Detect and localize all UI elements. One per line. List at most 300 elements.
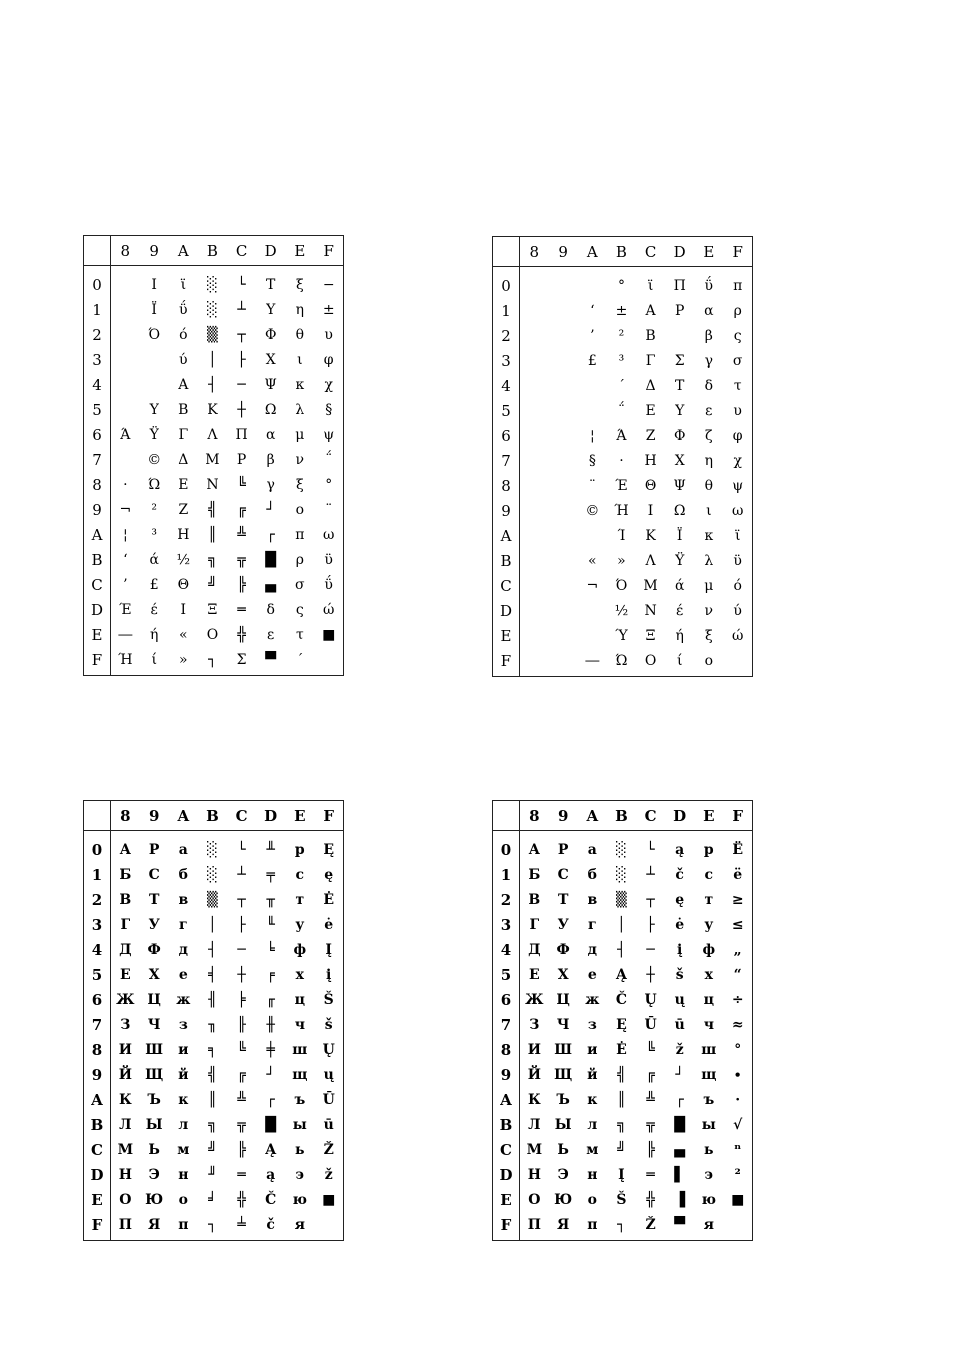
character-cell: р — [294, 841, 305, 858]
character-cell: Υ — [266, 301, 276, 318]
character-cell: Д — [528, 941, 541, 958]
character-cell — [549, 448, 578, 473]
row-header: C — [493, 1137, 520, 1162]
character-cell: ш — [701, 1041, 717, 1058]
character-cell: ϋ — [733, 552, 742, 569]
column-header: E — [285, 801, 314, 831]
character-cell: κ — [295, 376, 305, 393]
row-header: F — [493, 648, 520, 677]
table-row — [84, 1112, 344, 1137]
row-header: 5 — [84, 397, 111, 422]
character-cell: ž — [324, 1166, 333, 1183]
row-header: E — [84, 622, 111, 647]
character-cell: ξ — [295, 276, 304, 293]
character-cell: ³ — [151, 526, 157, 543]
table-row — [493, 862, 753, 887]
table-row — [84, 1137, 344, 1162]
column-header: D — [665, 801, 694, 831]
character-cell: а — [587, 841, 597, 858]
table-row — [493, 648, 753, 677]
character-cell: К — [527, 1091, 541, 1108]
column-header: A — [578, 801, 607, 831]
row-header: B — [493, 1112, 520, 1137]
character-cell — [520, 298, 549, 323]
character-cell: Ę — [323, 841, 335, 858]
character-cell: л — [178, 1116, 189, 1133]
character-cell: ▒ — [616, 891, 627, 908]
table-corner-cell — [84, 236, 111, 266]
table-row — [493, 398, 753, 423]
character-cell: Ž — [645, 1216, 656, 1233]
character-cell: ώ — [731, 627, 744, 644]
character-cell: Ą — [616, 966, 627, 983]
character-cell: ╗ — [208, 1116, 217, 1133]
character-cell: П — [118, 1216, 132, 1233]
character-cell: ╥ — [266, 891, 275, 908]
row-header: 2 — [493, 323, 520, 348]
character-cell — [111, 266, 140, 298]
character-cell: с — [295, 866, 305, 883]
row-header: F — [84, 1212, 111, 1241]
character-cell: Ц — [556, 991, 570, 1008]
character-cell: “ — [733, 966, 742, 983]
character-cell: ╬ — [646, 1191, 655, 1208]
character-cell: ╔ — [237, 501, 246, 518]
table-row — [493, 1162, 753, 1187]
character-cell: ώ — [322, 601, 335, 618]
row-header: C — [84, 572, 111, 597]
character-cell: π — [733, 277, 743, 294]
column-header: C — [227, 236, 256, 266]
character-cell: · — [735, 1091, 741, 1108]
row-header: F — [84, 647, 111, 676]
character-cell: υ — [324, 326, 333, 343]
character-cell: Ο — [206, 626, 219, 643]
character-cell: ь — [295, 1141, 305, 1158]
character-cell: Л — [119, 1116, 132, 1133]
character-cell: ├ — [237, 351, 246, 368]
character-cell: ° — [734, 1041, 742, 1058]
code-table-top-left — [83, 235, 344, 676]
character-cell: α — [265, 426, 276, 443]
character-cell: » — [617, 552, 626, 569]
character-cell: ▀ — [674, 1216, 686, 1233]
row-header: 7 — [493, 448, 520, 473]
character-cell: ┌ — [266, 526, 275, 543]
character-cell: © — [585, 502, 600, 519]
character-cell: © — [147, 451, 162, 468]
character-cell: ║ — [208, 1091, 217, 1108]
row-header: A — [493, 1087, 520, 1112]
character-cell: ╟ — [237, 1016, 246, 1033]
character-cell: θ — [704, 477, 714, 494]
column-header: E — [694, 801, 723, 831]
character-cell: Ψ — [673, 477, 686, 494]
table-row — [84, 887, 344, 912]
character-cell: Β — [645, 327, 656, 344]
character-cell: ╩ — [237, 1091, 246, 1108]
table-row — [84, 1062, 344, 1087]
character-cell: ╞ — [237, 991, 246, 1008]
row-header: 8 — [493, 473, 520, 498]
table-row — [493, 937, 753, 962]
character-cell: Ų — [322, 1041, 335, 1058]
character-cell: ν — [295, 451, 305, 468]
code-table-top-right — [492, 236, 753, 677]
character-cell: А — [528, 841, 541, 858]
character-cell — [111, 397, 140, 422]
character-cell: ϊ — [734, 527, 741, 544]
character-cell: Н — [118, 1166, 132, 1183]
character-cell: ─ — [237, 376, 246, 393]
character-cell: Κ — [207, 401, 218, 418]
character-cell: О — [528, 1191, 541, 1208]
character-cell: В — [528, 891, 541, 908]
character-cell: ╣ — [208, 1066, 217, 1083]
character-cell: Б — [528, 866, 541, 883]
row-header: 6 — [84, 422, 111, 447]
table-row — [84, 962, 344, 987]
character-cell: Ω — [673, 502, 686, 519]
character-cell: „ — [733, 941, 742, 958]
character-cell: Ϋ — [149, 426, 159, 443]
column-header: 9 — [140, 236, 169, 266]
row-header: 6 — [493, 987, 520, 1012]
character-cell: ф — [702, 941, 716, 958]
character-cell: ▐ — [674, 1191, 686, 1208]
character-cell: ¨ — [588, 477, 596, 494]
character-cell: З — [120, 1016, 131, 1033]
character-cell: ╠ — [237, 1141, 246, 1158]
row-header: 1 — [493, 862, 520, 887]
character-cell: Я — [557, 1216, 570, 1233]
column-header: C — [636, 237, 665, 267]
character-cell: ¦ — [122, 526, 128, 543]
character-cell: ┤ — [617, 941, 626, 958]
character-cell: Υ — [149, 401, 159, 418]
character-cell: Έ — [615, 477, 628, 494]
character-cell: Е — [119, 966, 131, 983]
table-row — [493, 831, 753, 863]
character-cell — [520, 523, 549, 548]
character-cell: ▒ — [207, 326, 218, 343]
character-cell: ░ — [207, 276, 218, 293]
character-cell: ω — [322, 526, 335, 543]
character-cell: Ψ — [264, 376, 277, 393]
character-cell: р — [703, 841, 714, 858]
character-cell: τ — [733, 377, 742, 394]
character-cell: ┴ — [646, 866, 655, 883]
character-cell: Ώ — [615, 652, 628, 669]
character-cell: η — [295, 301, 304, 318]
table-row — [84, 1037, 344, 1062]
row-header: 3 — [493, 348, 520, 373]
character-cell: у — [295, 916, 305, 933]
table-row — [84, 547, 344, 572]
row-header: 8 — [84, 472, 111, 497]
character-cell — [520, 573, 549, 598]
character-cell: ― — [118, 626, 133, 643]
character-cell: ∙ — [734, 1066, 742, 1083]
row-header: B — [84, 1112, 111, 1137]
character-cell: ■ — [322, 626, 336, 643]
character-cell: ¬ — [586, 577, 599, 594]
character-cell — [140, 372, 169, 397]
character-cell — [520, 548, 549, 573]
character-cell: Ė — [323, 891, 335, 908]
character-cell: Н — [527, 1166, 541, 1183]
character-cell: ų — [323, 1066, 334, 1083]
character-cell: λ — [704, 552, 714, 569]
character-cell: Β — [178, 401, 189, 418]
character-cell: Ф — [556, 941, 570, 958]
table-row — [493, 267, 753, 299]
table-row — [493, 1137, 753, 1162]
character-cell — [520, 267, 549, 299]
character-cell: ‘ — [123, 551, 128, 568]
character-cell: Κ — [645, 527, 656, 544]
character-cell: Ά — [120, 426, 131, 443]
column-header: B — [607, 237, 636, 267]
table-header-row — [84, 236, 344, 266]
character-cell: П — [527, 1216, 541, 1233]
character-cell: │ — [617, 916, 626, 933]
table-row — [84, 322, 344, 347]
character-cell: г — [588, 916, 597, 933]
character-cell — [723, 648, 752, 677]
character-cell: ° — [325, 476, 333, 493]
character-cell: ▄ — [674, 1141, 686, 1158]
character-cell: ϊ — [180, 276, 187, 293]
character-cell — [520, 398, 549, 423]
character-cell: Μ — [643, 577, 658, 594]
character-cell: « — [179, 626, 188, 643]
character-cell: į — [326, 966, 332, 983]
character-cell: Ь — [557, 1141, 569, 1158]
character-cell: Ν — [206, 476, 219, 493]
character-cell: ─ — [646, 941, 655, 958]
character-cell: з — [178, 1016, 188, 1033]
character-cell: ς — [295, 601, 304, 618]
character-cell: ο — [295, 501, 305, 518]
character-cell: ζ — [705, 427, 713, 444]
character-cell: к — [178, 1091, 189, 1108]
character-cell: ю — [292, 1191, 307, 1208]
column-header: F — [723, 237, 752, 267]
character-cell: Η — [644, 452, 657, 469]
character-cell: М — [526, 1141, 543, 1158]
table-row — [84, 297, 344, 322]
character-cell: Π — [235, 426, 248, 443]
character-cell: ╪ — [266, 1041, 275, 1058]
character-cell: ρ — [733, 302, 742, 319]
character-cell — [314, 1212, 343, 1241]
character-cell: │ — [208, 916, 217, 933]
character-cell: ┘ — [675, 1066, 684, 1083]
character-cell: Ώ — [148, 476, 161, 493]
character-cell: φ — [732, 427, 743, 444]
row-header: 0 — [84, 266, 111, 298]
character-cell: д — [587, 941, 597, 958]
character-cell: ± — [322, 301, 335, 318]
column-header: 8 — [111, 801, 140, 831]
character-cell: Х — [148, 966, 160, 983]
character-cell: У — [148, 916, 160, 933]
character-cell: ╘ — [266, 941, 275, 958]
character-cell: § — [325, 401, 333, 418]
character-cell: Д — [119, 941, 132, 958]
character-cell: │ — [208, 351, 217, 368]
character-cell: ┤ — [208, 941, 217, 958]
character-cell: Ι — [647, 502, 654, 519]
character-cell: ┤ — [208, 376, 217, 393]
character-cell: ╖ — [208, 1016, 217, 1033]
row-header: C — [84, 1137, 111, 1162]
character-cell — [549, 473, 578, 498]
character-cell: ν — [704, 602, 714, 619]
character-cell: Ю — [554, 1191, 573, 1208]
character-cell: ╠ — [237, 576, 246, 593]
row-header: A — [493, 523, 520, 548]
column-header: D — [256, 801, 285, 831]
character-cell: Š — [616, 1191, 627, 1208]
character-cell: č — [675, 866, 684, 883]
row-header: 5 — [493, 962, 520, 987]
character-cell: ό — [179, 326, 188, 343]
column-header: D — [665, 237, 694, 267]
character-cell: τ — [295, 626, 304, 643]
character-cell: Щ — [145, 1066, 164, 1083]
character-cell: š — [324, 1016, 333, 1033]
character-cell: ┐ — [617, 1216, 626, 1233]
character-cell: β — [266, 451, 275, 468]
table-row — [84, 522, 344, 547]
character-cell — [549, 323, 578, 348]
character-cell: ╩ — [646, 1091, 655, 1108]
character-cell: ┼ — [646, 966, 655, 983]
character-cell — [520, 498, 549, 523]
character-cell: Г — [529, 916, 540, 933]
character-cell: ų — [674, 991, 685, 1008]
character-cell: Ά — [616, 427, 627, 444]
table-row — [84, 497, 344, 522]
character-cell: к — [587, 1091, 598, 1108]
character-cell: ¦ — [589, 427, 595, 444]
column-header: F — [314, 236, 343, 266]
character-cell: ь — [704, 1141, 714, 1158]
character-cell: δ — [704, 377, 714, 394]
character-cell: В — [119, 891, 132, 908]
character-cell: ч — [294, 1016, 305, 1033]
character-cell: ΰ — [324, 576, 333, 593]
character-cell: Ι — [180, 601, 187, 618]
character-cell: м — [177, 1141, 190, 1158]
character-cell: Ο — [644, 652, 657, 669]
character-cell: ╝ — [208, 1141, 217, 1158]
character-cell: ή — [149, 626, 159, 643]
row-header: 9 — [493, 498, 520, 523]
character-cell: С — [557, 866, 569, 883]
character-cell: ╧ — [237, 1216, 246, 1233]
character-cell: ┌ — [675, 1091, 684, 1108]
row-header: 5 — [493, 398, 520, 423]
table-row — [493, 1212, 753, 1241]
character-cell — [549, 423, 578, 448]
character-cell: Τ — [675, 377, 685, 394]
character-cell: ι — [297, 351, 303, 368]
character-cell — [111, 322, 140, 347]
table-row — [84, 372, 344, 397]
character-cell — [723, 1212, 752, 1241]
character-cell: Ж — [116, 991, 135, 1008]
character-cell: И — [118, 1041, 132, 1058]
character-cell — [549, 298, 578, 323]
character-cell: ύ — [733, 602, 742, 619]
table-row — [493, 548, 753, 573]
character-cell — [111, 297, 140, 322]
table-row — [84, 937, 344, 962]
character-cell: Ъ — [147, 1091, 161, 1108]
row-header: 4 — [493, 937, 520, 962]
character-cell: Χ — [265, 351, 276, 368]
character-cell: в — [178, 891, 189, 908]
character-cell: ё — [733, 866, 743, 883]
character-cell: Ρ — [674, 302, 685, 319]
row-header: 9 — [84, 497, 111, 522]
character-cell: ═ — [237, 601, 246, 618]
character-cell: э — [295, 1166, 305, 1183]
row-header: 9 — [493, 1062, 520, 1087]
character-cell: И — [527, 1041, 541, 1058]
character-cell: ж — [585, 991, 600, 1008]
row-header: 3 — [493, 912, 520, 937]
character-cell: ╝ — [208, 576, 217, 593]
table-row — [493, 348, 753, 373]
character-cell: е — [587, 966, 597, 983]
column-header: E — [694, 237, 723, 267]
character-cell: Й — [527, 1066, 541, 1083]
character-cell: σ — [295, 576, 305, 593]
character-cell: ε — [705, 402, 713, 419]
character-cell: д — [178, 941, 188, 958]
table-row — [84, 1087, 344, 1112]
row-header: 9 — [84, 1062, 111, 1087]
row-header: 2 — [84, 887, 111, 912]
character-cell: ÷ — [731, 991, 744, 1008]
character-cell: ю — [701, 1191, 716, 1208]
character-cell: ę — [324, 866, 334, 883]
character-cell: Ό — [615, 577, 628, 594]
character-cell: ╠ — [646, 1141, 655, 1158]
row-header: 5 — [84, 962, 111, 987]
character-cell — [578, 598, 607, 623]
character-cell: έ — [676, 602, 684, 619]
character-cell: ╬ — [237, 626, 246, 643]
table-row — [84, 472, 344, 497]
character-cell: Л — [528, 1116, 541, 1133]
character-cell: т — [704, 891, 714, 908]
character-cell: Ζ — [178, 501, 189, 518]
character-cell: ╛ — [208, 1191, 217, 1208]
character-cell: в — [587, 891, 598, 908]
character-cell: γ — [266, 476, 275, 493]
character-cell: ъ — [703, 1091, 715, 1108]
character-cell: ├ — [237, 916, 246, 933]
character-cell: й — [178, 1066, 189, 1083]
row-header: B — [84, 547, 111, 572]
character-cell: ┴ — [237, 301, 246, 318]
character-cell: ы — [701, 1116, 716, 1133]
